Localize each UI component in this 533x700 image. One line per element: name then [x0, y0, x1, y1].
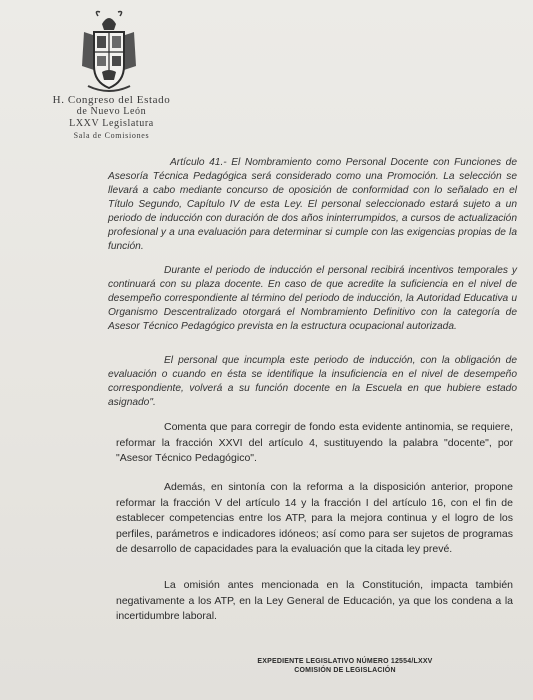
congress-name: H. Congreso del Estado	[52, 94, 171, 106]
quoted-article-paragraph-1: Artículo 41.- El Nombramiento como Personal Docente con Funciones de Asesoría Técnica Pedagógica será considerado como una Promoción. La selección se llevará a cabo mediante concurso de oposición de conformidad con lo señalado en el Título Segundo, Capítulo IV de esta Ley. El personal seleccionado estará sujeto a un periodo de inducción con duración de dos años ininterrumpidos, a cursos de actualización profesional y a una evaluación para determinar si cumple con las exigencias propias de la función.	[108, 157, 517, 252]
letterhead	[44, 94, 179, 141]
commission-name: COMISIÓN DE LEGISLACIÓN	[294, 667, 396, 674]
legislature-name: LXXV Legislatura	[69, 118, 154, 129]
page-footer	[220, 657, 470, 675]
body-paragraph-3: La omisión antes mencionada en la Constitución, impacta también negativamente a los ATP, en la Ley General de Educación, ya que los condena a la incertidumbre laboral.	[116, 579, 513, 623]
file-number: EXPEDIENTE LEGISLATIVO NÚMERO 12554/LXXV	[257, 658, 433, 665]
state-name: de Nuevo León	[76, 106, 147, 117]
body-paragraph-1: Comenta que para corregir de fondo esta evidente antinomia, se requiere, reformar la fracción XXVI del artículo 4, sustituyendo la palabra "docente", por "Asesor Técnico Pedagógico".	[116, 421, 513, 465]
quoted-article-paragraph-2: Durante el periodo de inducción el personal recibirá incentivos temporales y continuará con su plaza docente. En caso de que acredite la suficiencia en el nivel de desempeño correspondiente al término del periodo de inducción, la Autoridad Educativa u Organismo Descentralizado otorgará el Nombramiento Definitivo con la categoría de Asesor Técnico Pedagógico prevista en la estructura ocupacional autorizada.	[108, 265, 517, 332]
quoted-article-paragraph-3: El personal que incumpla este periodo de inducción, con la obligación de evaluación o cuando en ésta se identifique la insuficiencia en el nivel de desempeño correspondiente, volverá a su función docente en la Escuela en que hubiere estado asignado".	[108, 355, 517, 408]
body-paragraph-2: Además, en sintonía con la reforma a la disposición anterior, propone reformar la fracción V del artículo 14 y la fracción I del artículo 16, con el fin de establecer competencias entre los ATP, para la mejora continua y el logro de los perfiles, parámetros e indicadores idóneos; así como para ser sujetos de programas de desarrollo de capacidades para la evaluación que la citada ley prevé.	[116, 481, 513, 556]
state-coat-of-arms-logo	[78, 10, 140, 94]
commission-room: Sala de Comisiones	[73, 131, 150, 140]
